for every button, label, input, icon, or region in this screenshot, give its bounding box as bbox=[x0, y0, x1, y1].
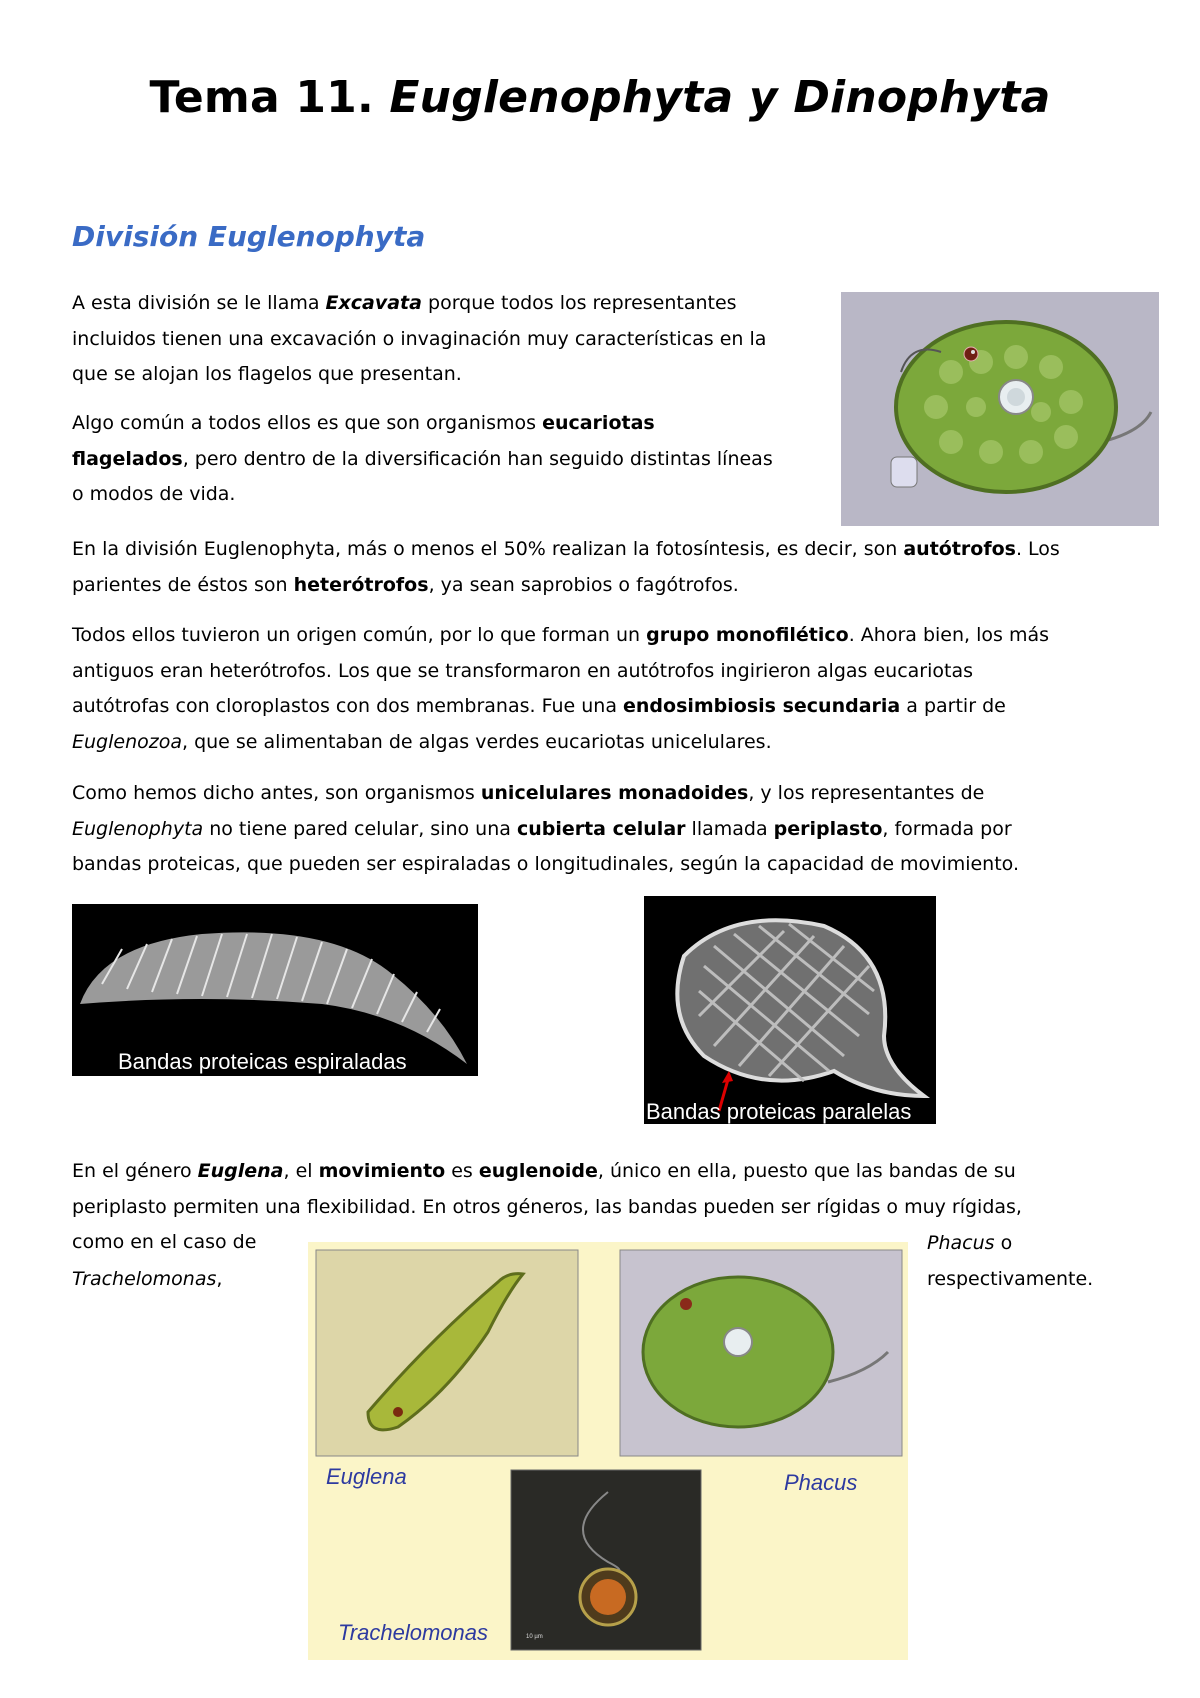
section-heading: División Euglenophyta bbox=[72, 220, 426, 253]
sem-parallel-caption: Bandas proteicas paralelas bbox=[646, 1099, 912, 1124]
sem-spiral-caption: Bandas proteicas espiraladas bbox=[118, 1049, 407, 1074]
genus-line-trachelomonas: Trachelomonas, bbox=[72, 1268, 223, 1290]
genus-line-phacus: Phacus o respectivamente. bbox=[927, 1232, 1094, 1290]
plate-caption-trachelomonas: Trachelomonas bbox=[338, 1620, 488, 1645]
plate-caption-phacus: Phacus bbox=[784, 1470, 858, 1495]
sem-spiral-bands-image bbox=[72, 904, 478, 1076]
paragraph-autotrofos: En la división Euglenophyta, más o menos el 50% realizan la fotosíntesis, es decir, son autótrofos. Los parientes de éstos son heterótrofos, ya sean saprobios o fagótrofos. bbox=[72, 538, 1060, 596]
page-title: Tema 11. Euglenophyta y Dinophyta bbox=[149, 72, 1051, 123]
paragraph-eucariotas: Algo común a todos ellos es que son organismos eucariotas flagelados, pero dentro de la diversificación han seguido distintas líneas o modos de vida. bbox=[72, 412, 773, 505]
scale-bar-label: 10 µm bbox=[526, 1634, 543, 1640]
paragraph-excavata: A esta división se le llama Excavata porque todos los representantes incluidos tienen una excavación o invaginación muy características en la que se alojan los flagelos que presentan. bbox=[72, 292, 767, 385]
euglena-micrograph bbox=[841, 292, 1159, 526]
paragraph-euglena: En el género Euglena, el movimiento es euglenoide, único en ella, puesto que las bandas de su periplasto permiten una flexibilidad. En otros géneros, las bandas pueden ser rígidas o muy rígidas, como en el caso de bbox=[72, 1160, 1022, 1253]
paragraph-monofiletico: Todos ellos tuvieron un origen común, por lo que forman un grupo monofilético. Ahora bien, los más antiguos eran heterótrofos. Los que se transformaron en autótrofos ingirieron algas eucariotas autótrofas con cloroplastos con dos membranas. Fue una endosimbiosis secundaria a partir de Euglenozoa, que se alimentaban de algas verdes eucariotas unicelulares. bbox=[72, 624, 1049, 753]
plate-caption-euglena: Euglena bbox=[326, 1464, 407, 1489]
paragraph-periplasto: Como hemos dicho antes, son organismos unicelulares monadoides, y los representantes de Euglenophyta no tiene pared celular, sino una cubierta celular llamada periplasto, formada por bandas proteicas, que pueden ser espiraladas o longitudinales, según la capacidad de movimiento. bbox=[72, 782, 1020, 875]
sem-parallel-bands-image bbox=[644, 896, 936, 1124]
euglenophyta-genera-plate bbox=[308, 1242, 908, 1660]
